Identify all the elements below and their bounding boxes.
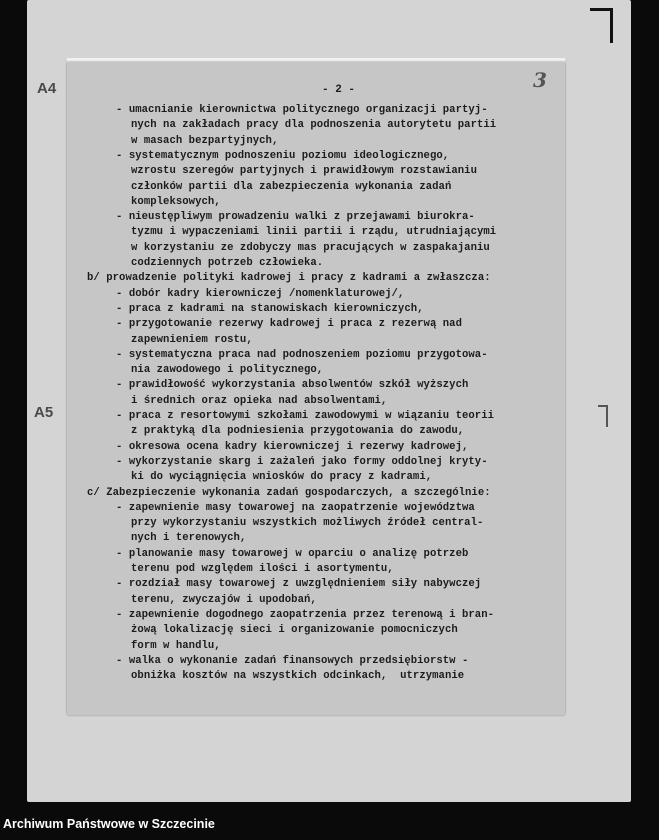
document-line: - dobór kadry kierowniczej /nomenklaturowej/, (116, 287, 405, 300)
document-line: form w handlu, (131, 639, 221, 652)
crop-mark-right (598, 405, 608, 427)
document-line: kompleksowych, (131, 195, 221, 208)
document-page (67, 62, 565, 715)
margin-label-a4: A4 (37, 80, 57, 97)
document-line: ki do wyciągnięcia wniosków do pracy z kadrami, (131, 471, 433, 484)
document-line: b/ prowadzenie polityki kadrowej i pracy z kadrami a zwłaszcza: (87, 272, 491, 285)
document-line: żową lokalizację sieci i organizowanie pomocniczych (131, 624, 458, 637)
document-line: - prawidłowość wykorzystania absolwentów szkół wyższych (116, 379, 469, 392)
document-line: wzrostu szeregów partyjnych i prawidłowym rozstawianiu (131, 165, 477, 178)
document-text (67, 62, 565, 715)
document-line: - wykorzystanie skarg i zażaleń jako formy oddolnej kryty- (116, 455, 488, 468)
document-line: - rozdział masy towarowej z uwzględnieniem siły nabywczej (116, 578, 482, 591)
document-line: codziennych potrzeb człowieka. (131, 257, 324, 269)
document-line: terenu, zwyczajów i upodobań, (131, 593, 317, 606)
document-line: członków partii dla zabezpieczenia wykonania zadań (131, 180, 452, 193)
document-line: - praca z resortowymi szkołami zawodowymi w wiązaniu teorii (116, 410, 495, 422)
document-line: - nieustępliwym prowadzeniu walki z przejawami biurokra- (116, 211, 475, 224)
document-line: z praktyką dla podniesienia przygotowania do zawodu, (131, 425, 465, 438)
document-line: nia zawodowego i politycznego, (131, 364, 324, 377)
margin-label-a5: A5 (34, 404, 54, 421)
document-line: - okresowa ocena kadry kierowniczej i rezerwy kadrowej, (116, 440, 469, 453)
folio-number: 3 (533, 68, 547, 92)
document-line: - przygotowanie rezerwy kadrowej i praca z rezerwą nad (116, 318, 462, 331)
document-line: - planowanie masy towarowej w oparciu o analizę potrzeb (116, 547, 469, 560)
document-line: - zapewnienie masy towarowej na zaopatrzenie województwa (116, 501, 475, 514)
document-line: - walka o wykonanie zadań finansowych przedsiębiorstw - (116, 654, 469, 667)
crop-mark-top-right (590, 8, 613, 43)
document-line: nych i terenowych, (131, 532, 247, 545)
archive-footer: Archiwum Państwowe w Szczecinie (3, 817, 215, 831)
document-line: c/ Zabezpieczenie wykonania zadań gospodarczych, a szczególnie: (87, 486, 491, 499)
document-line: w korzystaniu ze zdobyczy mas pracujących w zaspakajaniu (131, 241, 490, 254)
document-line: przy wykorzystaniu wszystkich możliwych źródeł central- (131, 517, 484, 530)
document-line: nych na zakładach pracy dla podnoszenia autorytetu partii (131, 119, 497, 132)
document-line: i średnich oraz opieka nad absolwentami, (131, 394, 388, 407)
document-line: - systematyczna praca nad podnoszeniem poziomu przygotowa- (116, 348, 488, 361)
document-line: - praca z kadrami na stanowiskach kierowniczych, (116, 302, 424, 315)
page-number: - 2 - (322, 84, 356, 96)
document-line: terenu pod względem ilości i asortymentu, (131, 563, 394, 575)
document-line: obniżka kosztów na wszystkich odcinkach, utrzymanie (131, 670, 465, 683)
document-line: tyzmu i wypaczeniami linii partii i rządu, utrudniającymi (131, 226, 497, 239)
document-line: - umacnianie kierownictwa politycznego organizacji partyj- (116, 104, 488, 116)
document-line: zapewnieniem rostu, (131, 333, 253, 346)
document-line: - systematycznym podnoszeniu poziomu ideologicznego, (116, 149, 450, 162)
document-line: w masach bezpartyjnych, (131, 134, 279, 147)
document-line: - zapewnienie dogodnego zaopatrzenia przez terenową i bran- (116, 608, 495, 621)
